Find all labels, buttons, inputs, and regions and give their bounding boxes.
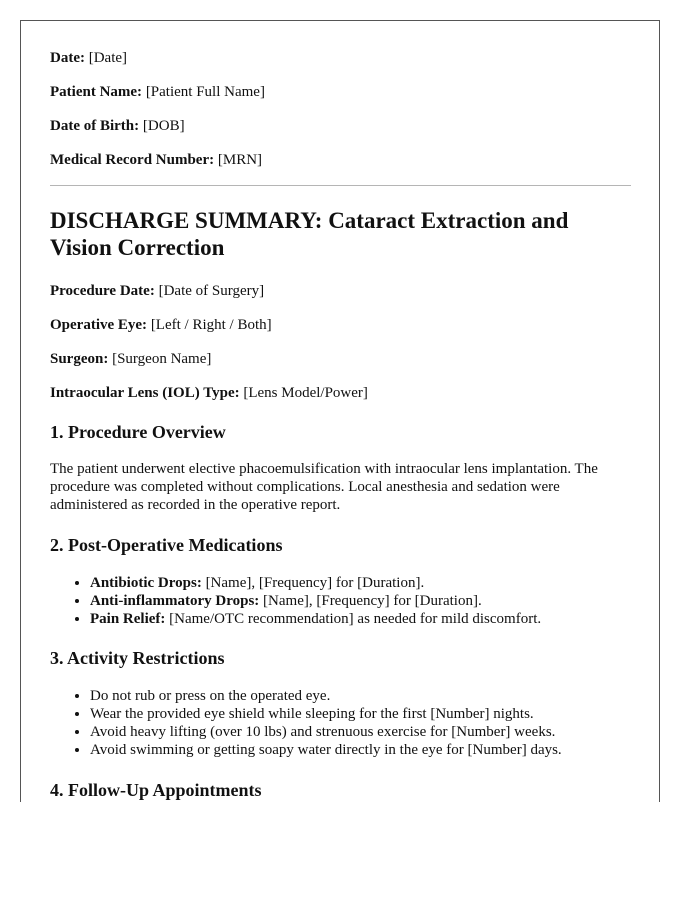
divider [50,185,631,186]
document-page [20,20,660,802]
list-item: • Avoid heavy lifting (over 10 lbs) and strenuous exercise for [Number] weeks. [90,723,650,741]
list-item: • Anti-inflammatory Drops: [Name], [Frequency] for [Duration]. [90,592,650,610]
document-title: DISCHARGE SUMMARY: Cataract Extraction and Vision Correction [50,208,569,260]
list-item: • Antibiotic Drops: [Name], [Frequency] for [Duration]. [90,574,650,592]
list-item: • Do not rub or press on the operated eye. [90,687,650,705]
procedure-overview-text: The patient underwent elective phacoemulsification with intraocular lens implantation. The procedure was completed without complications. Local anesthesia and sedation were administered as recorded in the operative report. [50,461,598,513]
patient-name-field: Patient Name: [Patient Full Name] [50,84,265,100]
section-heading-medications: 2. Post-Operative Medications [50,535,283,555]
section-heading-activity-restrictions: 3. Activity Restrictions [50,648,225,668]
mrn-field: Medical Record Number: [MRN] [50,152,263,168]
dob-field: Date of Birth: [DOB] [50,118,185,134]
restrictions-list [50,687,650,759]
procedure-date-field: Procedure Date: [Date of Surgery] [50,283,265,299]
medications-list [50,574,650,628]
date-field: Date: [Date] [50,50,128,66]
surgeon-field: Surgeon: [Surgeon Name] [50,351,212,367]
list-item: • Wear the provided eye shield while sleeping for the first [Number] nights. [90,705,650,723]
operative-eye-field: Operative Eye: [Left / Right / Both] [50,317,272,333]
list-item: • Pain Relief: [Name/OTC recommendation] as needed for mild discomfort. [90,610,650,628]
iol-type-field: Intraocular Lens (IOL) Type: [Lens Model/Power] [50,385,368,401]
section-heading-procedure-overview: 1. Procedure Overview [50,422,226,442]
list-item: • Avoid swimming or getting soapy water directly in the eye for [Number] days. [90,741,650,759]
section-heading-follow-up: 4. Follow-Up Appointments [50,780,262,800]
